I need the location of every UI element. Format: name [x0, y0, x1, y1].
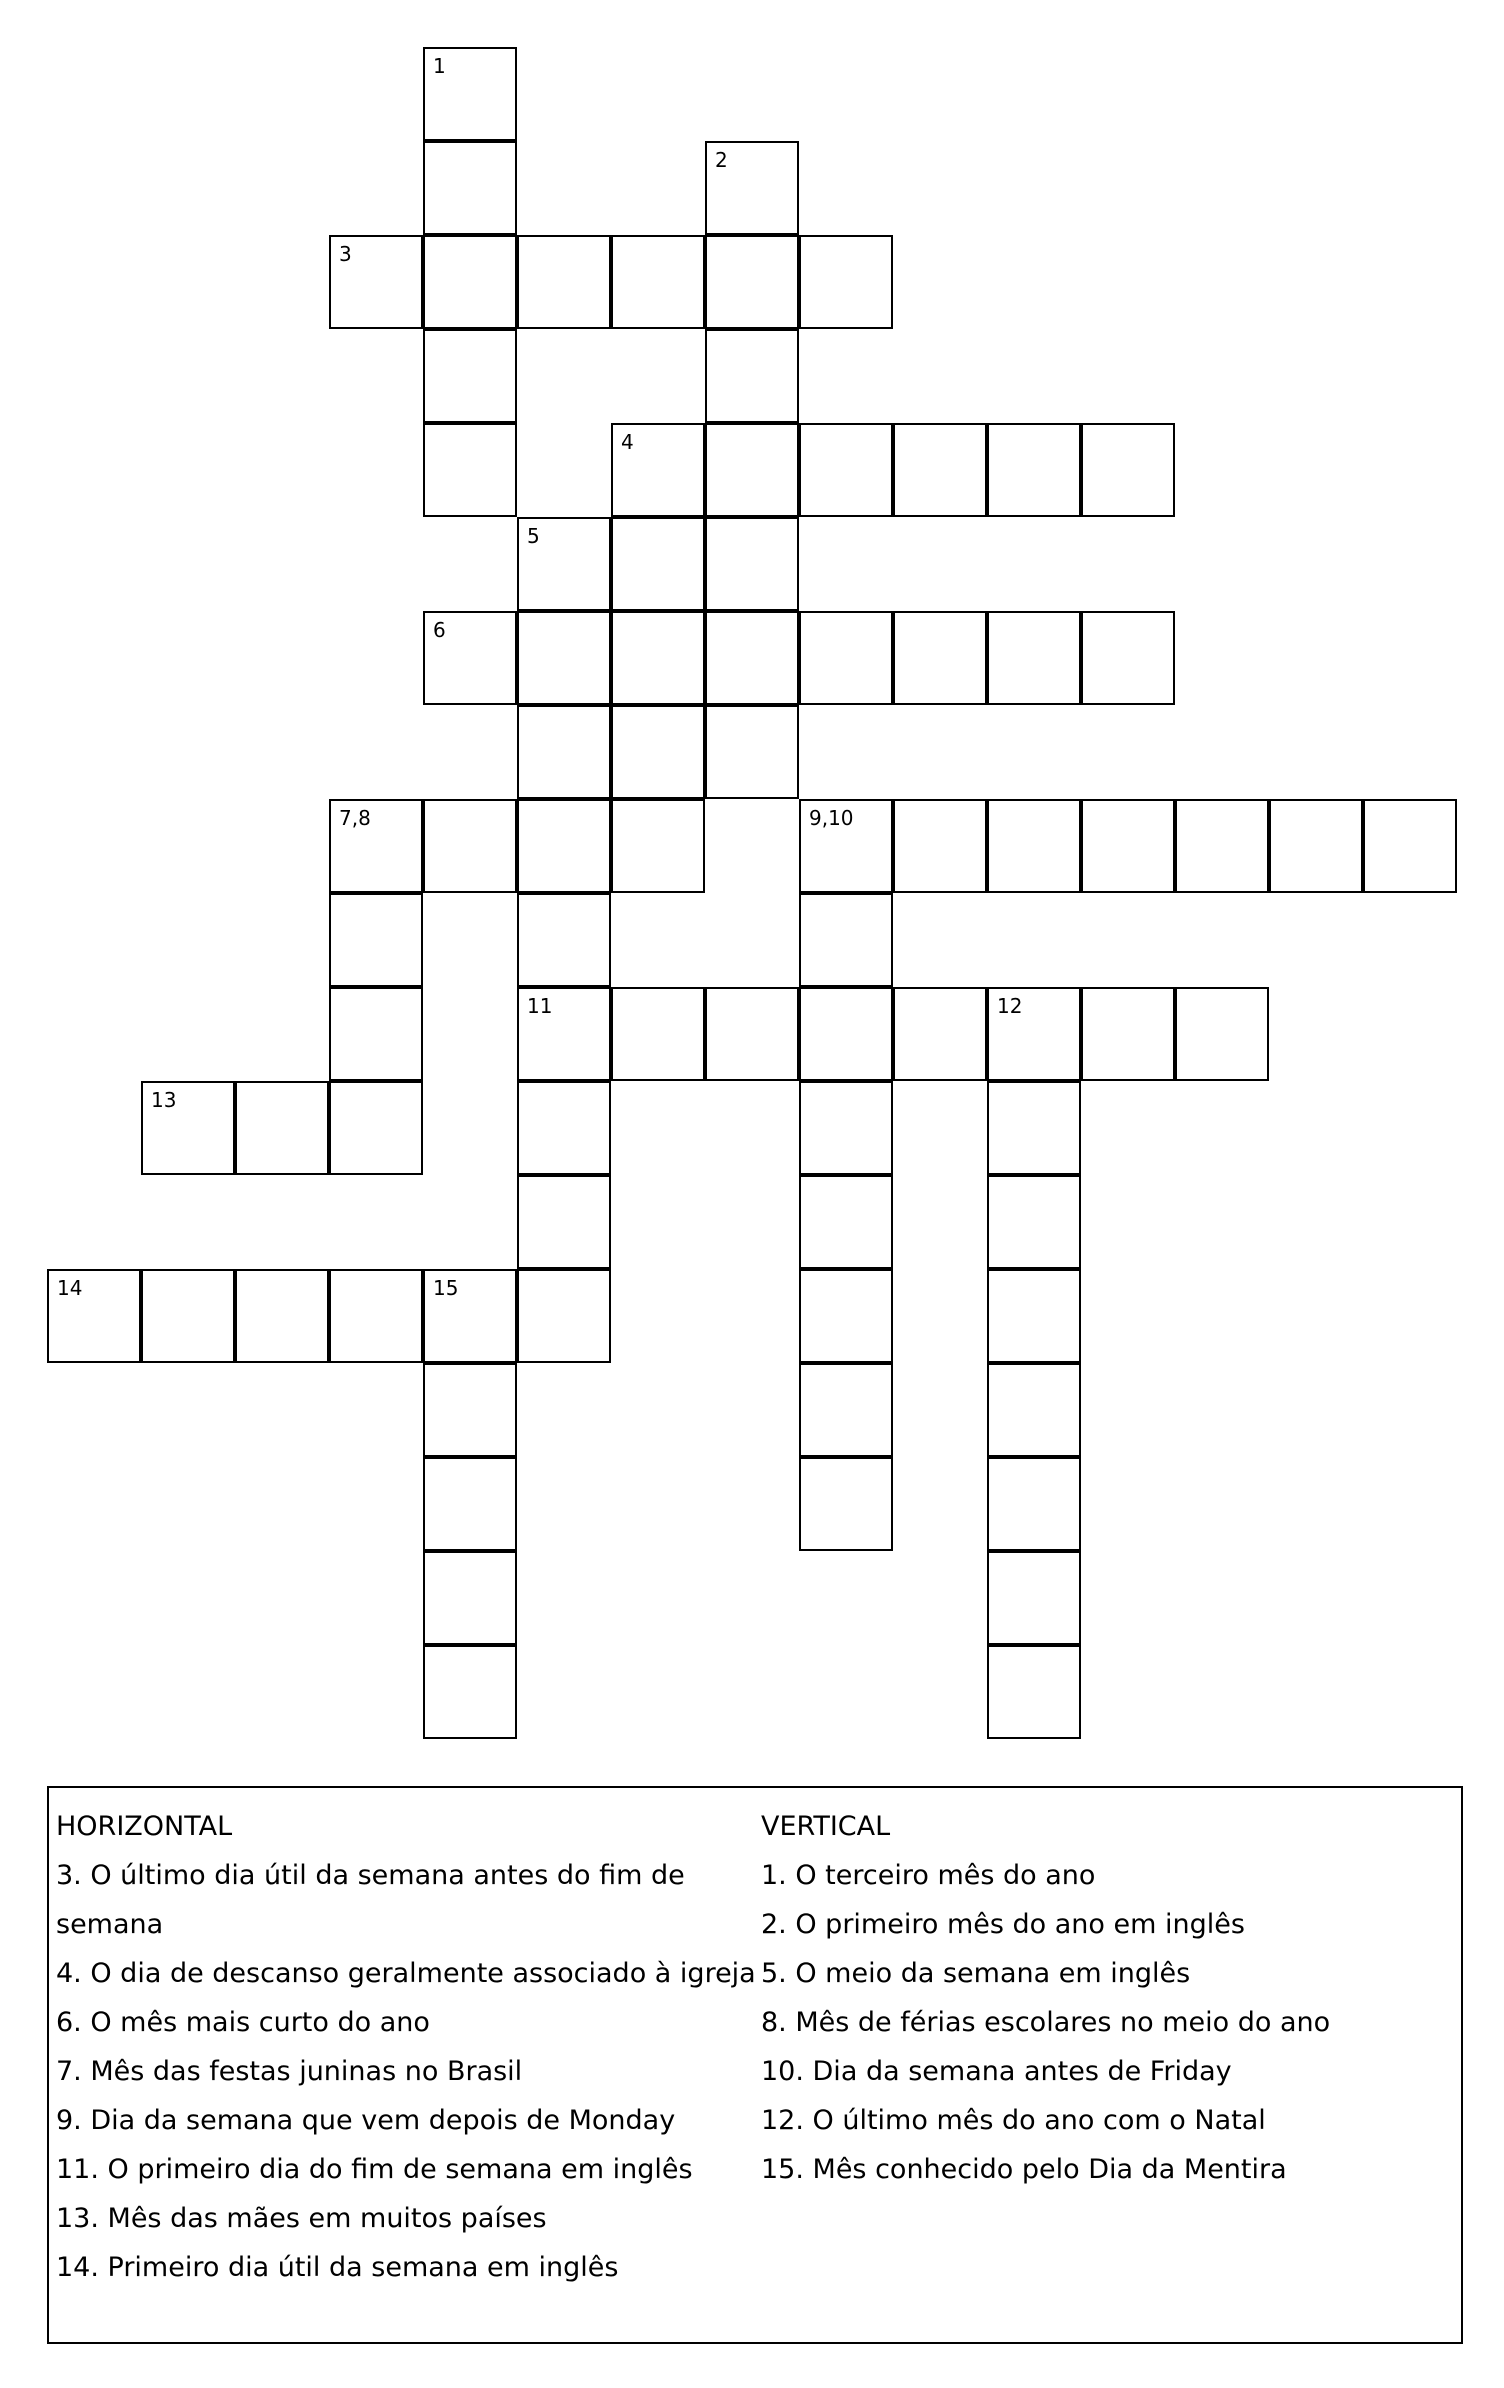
crossword-cell[interactable]: [799, 799, 893, 893]
clue-v-2: 2. O primeiro mês do ano em inglês: [761, 1909, 1245, 1940]
crossword-cell[interactable]: [329, 799, 423, 893]
crossword-cell[interactable]: [799, 1269, 893, 1363]
clue-number: 14: [57, 1276, 83, 1300]
crossword-cell[interactable]: [705, 705, 799, 799]
crossword-cell[interactable]: [423, 1645, 517, 1739]
crossword-cell[interactable]: [235, 1269, 329, 1363]
clue-h-7: 7. Mês das festas juninas no Brasil: [56, 2056, 523, 2087]
crossword-cell[interactable]: [1081, 799, 1175, 893]
crossword-cell[interactable]: [517, 1175, 611, 1269]
crossword-cell[interactable]: [329, 893, 423, 987]
clue-v-5: 5. O meio da semana em inglês: [761, 1958, 1191, 1989]
crossword-cell[interactable]: [987, 1269, 1081, 1363]
crossword-cell[interactable]: [611, 235, 705, 329]
clues-box: [47, 1786, 1463, 2344]
crossword-cell[interactable]: [141, 1269, 235, 1363]
crossword-cell[interactable]: [987, 423, 1081, 517]
crossword-cell[interactable]: [329, 1081, 423, 1175]
crossword-cell[interactable]: [423, 799, 517, 893]
crossword-cell[interactable]: [611, 987, 705, 1081]
clue-number: 7,8: [339, 806, 371, 830]
crossword-cell[interactable]: [705, 329, 799, 423]
crossword-cell[interactable]: [799, 1457, 893, 1551]
crossword-cell[interactable]: [517, 517, 611, 611]
crossword-cell[interactable]: [611, 705, 705, 799]
crossword-cell[interactable]: [517, 611, 611, 705]
vertical-clues: [761, 1802, 1451, 2194]
crossword-cell[interactable]: [987, 1551, 1081, 1645]
crossword-cell[interactable]: [799, 1363, 893, 1457]
clue-number: 11: [527, 994, 553, 1018]
crossword-cell[interactable]: [141, 1081, 235, 1175]
crossword-cell[interactable]: [1175, 987, 1269, 1081]
crossword-cell[interactable]: [517, 1081, 611, 1175]
crossword-cell[interactable]: [987, 611, 1081, 705]
crossword-cell[interactable]: [1363, 799, 1457, 893]
crossword-cell[interactable]: [987, 1363, 1081, 1457]
crossword-cell[interactable]: [423, 1269, 517, 1363]
crossword-cell[interactable]: [423, 423, 517, 517]
horizontal-header: HORIZONTAL: [56, 1811, 233, 1842]
crossword-cell[interactable]: [893, 611, 987, 705]
clue-number: 1: [433, 54, 446, 78]
crossword-cell[interactable]: [47, 1269, 141, 1363]
crossword-cell[interactable]: [611, 799, 705, 893]
crossword-cell[interactable]: [705, 235, 799, 329]
clue-v-10: 10. Dia da semana antes de Friday: [761, 2056, 1232, 2087]
clue-number: 5: [527, 524, 540, 548]
crossword-cell[interactable]: [987, 1175, 1081, 1269]
crossword-cell[interactable]: [1081, 611, 1175, 705]
crossword-cell[interactable]: [423, 235, 517, 329]
crossword-cell[interactable]: [1175, 799, 1269, 893]
crossword-cell[interactable]: [987, 1081, 1081, 1175]
crossword-cell[interactable]: [423, 1457, 517, 1551]
crossword-cell[interactable]: [517, 1269, 611, 1363]
clue-number: 4: [621, 430, 634, 454]
clue-number: 15: [433, 1276, 459, 1300]
crossword-cell[interactable]: [235, 1081, 329, 1175]
horizontal-clues: [56, 1802, 756, 2292]
crossword-cell[interactable]: [329, 1269, 423, 1363]
crossword-cell[interactable]: [799, 893, 893, 987]
crossword-cell[interactable]: [705, 423, 799, 517]
crossword-cell[interactable]: [799, 1175, 893, 1269]
clue-h-13: 13. Mês das mães em muitos países: [56, 2203, 547, 2234]
crossword-cell[interactable]: [987, 799, 1081, 893]
crossword-cell[interactable]: [423, 141, 517, 235]
crossword-cell[interactable]: [611, 517, 705, 611]
vertical-header: VERTICAL: [761, 1811, 891, 1842]
crossword-cell[interactable]: [987, 1645, 1081, 1739]
crossword-cell[interactable]: [423, 1363, 517, 1457]
crossword-cell[interactable]: [517, 893, 611, 987]
clue-h-9: 9. Dia da semana que vem depois de Monday: [56, 2105, 676, 2136]
clue-h-3: 3. O último dia útil da semana antes do fim de semana: [56, 1860, 685, 1940]
clue-h-11: 11. O primeiro dia do fim de semana em inglês: [56, 2154, 693, 2185]
clue-number: 12: [997, 994, 1023, 1018]
crossword-cell[interactable]: [517, 705, 611, 799]
clue-number: 2: [715, 148, 728, 172]
crossword-cell[interactable]: [799, 235, 893, 329]
clue-number: 3: [339, 242, 352, 266]
clue-v-15: 15. Mês conhecido pelo Dia da Mentira: [761, 2154, 1287, 2185]
clue-h-6: 6. O mês mais curto do ano: [56, 2007, 430, 2038]
crossword-cell[interactable]: [611, 611, 705, 705]
crossword-cell[interactable]: [893, 799, 987, 893]
crossword-cell[interactable]: [423, 329, 517, 423]
crossword-cell[interactable]: [705, 141, 799, 235]
crossword-cell[interactable]: [1081, 987, 1175, 1081]
crossword-cell[interactable]: [517, 799, 611, 893]
crossword-cell[interactable]: [799, 987, 893, 1081]
crossword-cell[interactable]: [423, 611, 517, 705]
crossword-cell[interactable]: [893, 423, 987, 517]
crossword-cell[interactable]: [705, 987, 799, 1081]
crossword-cell[interactable]: [329, 987, 423, 1081]
crossword-cell[interactable]: [517, 235, 611, 329]
crossword-cell[interactable]: [705, 517, 799, 611]
crossword-cell[interactable]: [799, 423, 893, 517]
clue-v-12: 12. O último mês do ano com o Natal: [761, 2105, 1266, 2136]
crossword-cell[interactable]: [423, 1551, 517, 1645]
crossword-cell[interactable]: [423, 47, 517, 141]
clue-v-1: 1. O terceiro mês do ano: [761, 1860, 1096, 1891]
crossword-cell[interactable]: [517, 987, 611, 1081]
clue-number: 9,10: [809, 806, 854, 830]
crossword-cell[interactable]: [1081, 423, 1175, 517]
crossword-cell[interactable]: [799, 1081, 893, 1175]
clue-number: 13: [151, 1088, 177, 1112]
crossword-cell[interactable]: [987, 1457, 1081, 1551]
crossword-cell[interactable]: [893, 987, 987, 1081]
clue-h-14: 14. Primeiro dia útil da semana em inglês: [56, 2252, 619, 2283]
crossword-cell[interactable]: [799, 611, 893, 705]
clue-h-4: 4. O dia de descanso geralmente associado à igreja: [56, 1958, 756, 1989]
crossword-cell[interactable]: [987, 987, 1081, 1081]
clue-number: 6: [433, 618, 446, 642]
clue-v-8: 8. Mês de férias escolares no meio do ano: [761, 2007, 1331, 2038]
crossword-cell[interactable]: [705, 611, 799, 705]
crossword-cell[interactable]: [329, 235, 423, 329]
crossword-cell[interactable]: [611, 423, 705, 517]
crossword-cell[interactable]: [1269, 799, 1363, 893]
